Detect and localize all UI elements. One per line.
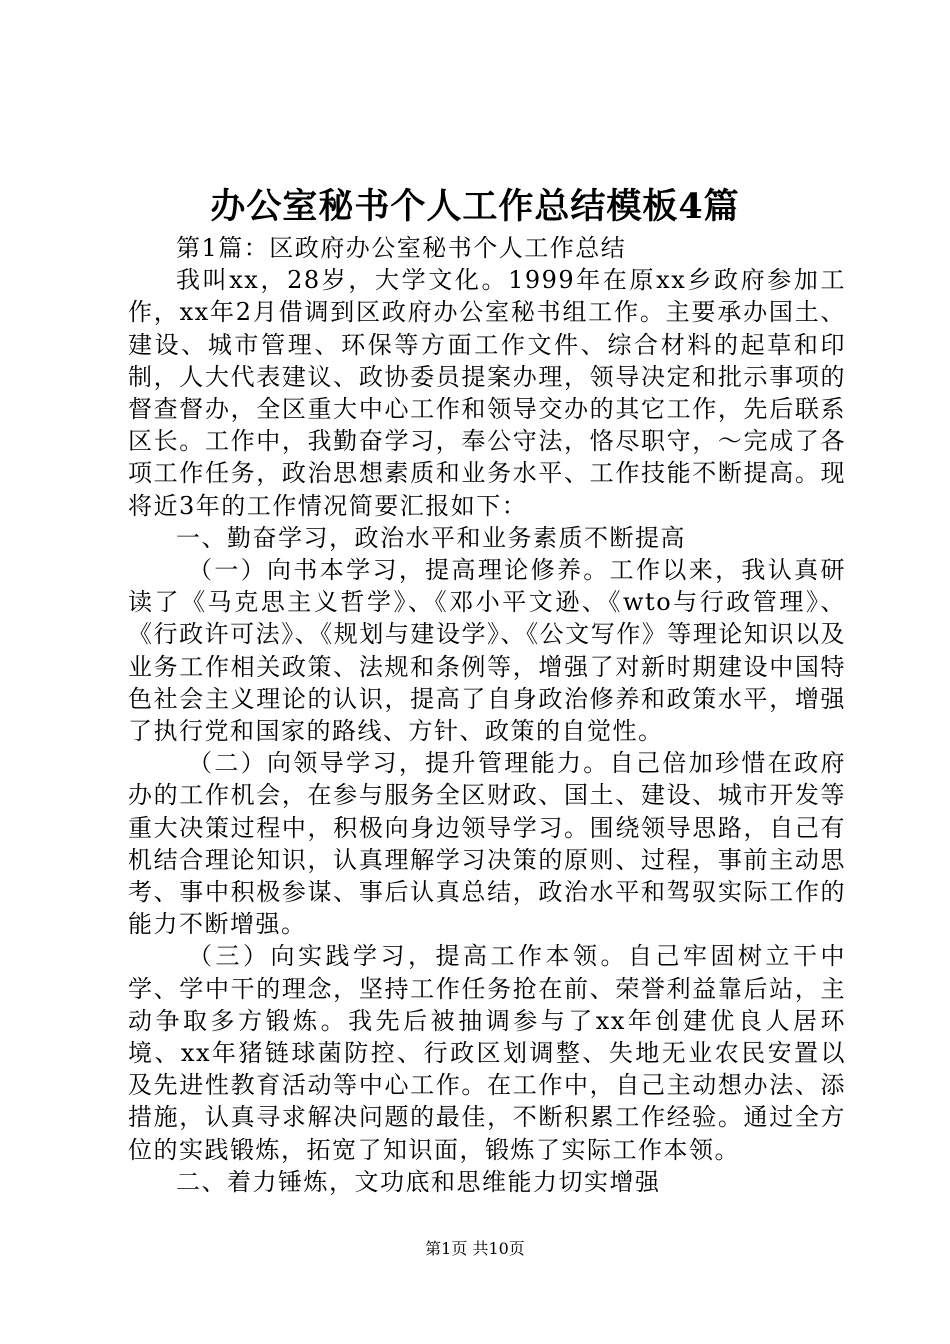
section-heading-part1: 第1篇：区政府办公室秘书个人工作总结 [176, 234, 627, 262]
subsection-2: （二）向领导学习，提升管理能力。自己倍加珍惜在政府办的工作机会，在参与服务全区财政、国土、建设、城市开发等重大决策过程中，积极向身边领导学习。围绕领导思路，自己有机结合理论知识，认真理解学习决策的原则、过程，事前主动思考、事中积极参谋、事后认真总结，政治水平和驾驭实际工作的能力不断增强。 [128, 749, 846, 939]
page-footer: 第1页 共10页 [425, 1239, 525, 1258]
section-heading-2: 二、着力锤炼，文功底和思维能力切实增强 [176, 1167, 661, 1196]
intro-paragraph: 我叫xx，28岁，大学文化。1999年在原xx乡政府参加工作，xx年2月借调到区政府办公室秘书组工作。主要承办国土、建设、城市管理、环保等方面工作文件、综合材料的起草和印制，人大代表建议、政协委员提案办理，领导决定和批示事项的督查督办，全区重大中心工作和领导交办的其它工作，先后联系区长。工作中，我勤奋学习，奉公守法，恪尽职守，～完成了各项工作任务，政治思想素质和业务水平、工作技能不断提高。现将近3年的工作情况简要汇报如下： [128, 266, 846, 520]
subsection-1: （一）向书本学习，提高理论修养。工作以来，我认真研读了《马克思主义哲学》、《邓小平文逊、《wto与行政管理》、《行政许可法》、《规划与建设学》、《公文写作》等理论知识以及业务工作相关政策、法规和条例等，增强了对新时期建设中国特色社会主义理论的认识，提高了自身政治修养和政策水平，增强了执行党和国家的路线、方针、政策的自觉性。 [128, 556, 846, 746]
document-body [128, 232, 846, 1198]
section-heading-1: 一、勤奋学习，政治水平和业务素质不断提高 [176, 523, 686, 552]
subsection-3: （三）向实践学习，提高工作本领。自己牢固树立干中学、学中干的理念，坚持工作任务抢在前、荣誉利益靠后站，主动争取多方锻炼。我先后被抽调参与了xx年创建优良人居环境、xx年猪链球菌防控、行政区划调整、失地无业农民安置以及先进性教育活动等中心工作。在工作中，自己主动想办法、添措施，认真寻求解决问题的最佳，不断积累工作经验。通过全方位的实践锻炼，拓宽了知识面，锻炼了实际工作本领。 [128, 942, 846, 1164]
document-title: 办公室秘书个人工作总结模板4篇 [210, 186, 740, 227]
